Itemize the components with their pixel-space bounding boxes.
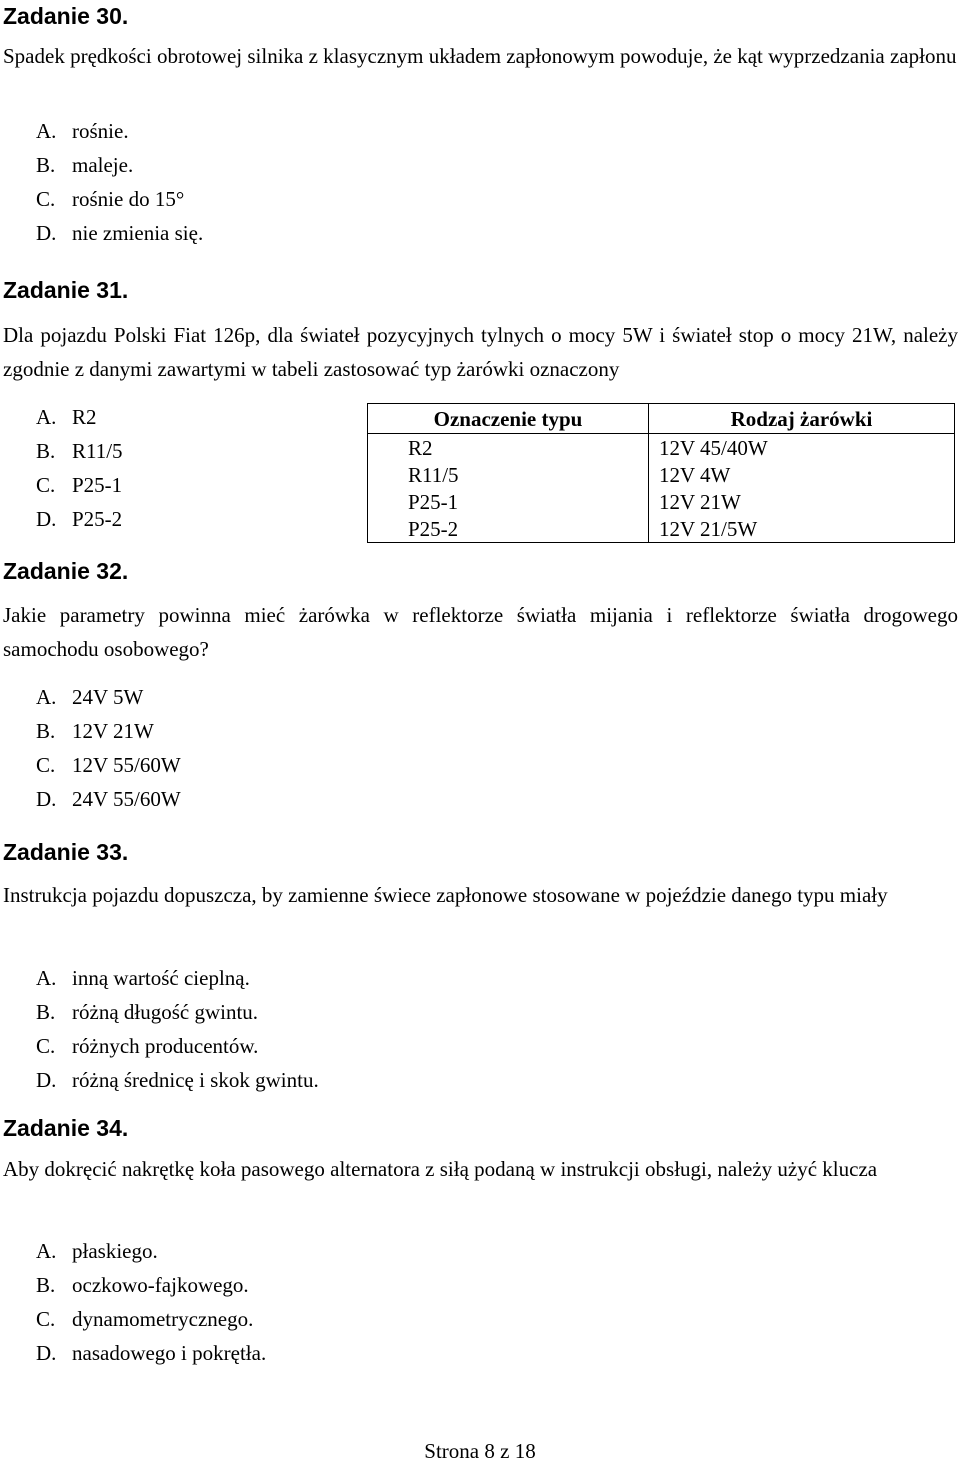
q32-option-d[interactable]: D. 24V 55/60W: [36, 787, 181, 811]
q33-question: Instrukcja pojazdu dopuszcza, by zamienne świece zapłonowe stosowane w pojeździe danego typu miały: [3, 883, 888, 907]
q32-question: Jakie parametry powinna mieć żarówka w reflektorze światła mijania i reflektorze światła drogowego samochodu osobowego?: [3, 603, 958, 661]
page-number: Strona 8 z 18: [424, 1439, 536, 1463]
q31-question: Dla pojazdu Polski Fiat 126p, dla świateł pozycyjnych tylnych o mocy 5W i świateł stop o mocy 21W, należy zgodnie z danymi zawartymi w tabeli zastosować typ żarówki oznaczony: [3, 323, 958, 381]
q32-option-c[interactable]: C. 12V 55/60W: [36, 753, 181, 777]
q30-option-b[interactable]: B. maleje.: [36, 153, 134, 177]
table-cell-type: P25-2: [368, 515, 649, 543]
q31-options: [36, 400, 123, 536]
q30-question: Spadek prędkości obrotowej silnika z klasycznym układem zapłonowym powoduje, że kąt wyprzedzania zapłonu: [3, 44, 957, 68]
q33-option-c[interactable]: C. różnych producentów.: [36, 1034, 259, 1058]
table-row: [368, 461, 955, 488]
table-cell-type: P25-1: [368, 488, 649, 515]
q34-option-b[interactable]: B. oczkowo-fajkowego.: [36, 1273, 249, 1297]
q33-options: [36, 961, 319, 1097]
q32-title: Zadanie 32.: [3, 558, 129, 584]
table-row: [368, 515, 955, 543]
table-row: [368, 488, 955, 515]
table-header-type: Oznaczenie typu: [368, 404, 649, 434]
q34-option-d[interactable]: D. nasadowego i pokrętła.: [36, 1341, 267, 1365]
q32-option-b[interactable]: B. 12V 21W: [36, 719, 154, 743]
table-cell-bulb: 12V 45/40W: [649, 434, 955, 462]
q34-option-a[interactable]: A. płaskiego.: [36, 1239, 158, 1263]
bulb-type-table: [367, 403, 955, 543]
q30-option-a[interactable]: A. rośnie.: [36, 119, 129, 143]
q30-title: Zadanie 30.: [3, 3, 129, 29]
q31-option-b[interactable]: B. R11/5: [36, 439, 123, 463]
q34-title: Zadanie 34.: [3, 1115, 129, 1141]
q33-option-b[interactable]: B. różną długość gwintu.: [36, 1000, 259, 1024]
table-row: [368, 434, 955, 462]
q31-option-d[interactable]: D. P25-2: [36, 507, 123, 531]
q30-option-c[interactable]: C. rośnie do 15°: [36, 187, 185, 211]
table-cell-bulb: 12V 4W: [649, 461, 955, 488]
table-cell-bulb: 12V 21W: [649, 488, 955, 515]
q30-option-d[interactable]: D. nie zmienia się.: [36, 221, 204, 245]
table-cell-type: R2: [368, 434, 649, 462]
q34-option-c[interactable]: C. dynamometrycznego.: [36, 1307, 254, 1331]
q34-question: Aby dokręcić nakrętkę koła pasowego alternatora z siłą podaną w instrukcji obsługi, należy użyć klucza: [3, 1157, 878, 1181]
table-cell-bulb: 12V 21/5W: [649, 515, 955, 543]
q33-title: Zadanie 33.: [3, 839, 129, 865]
table-header-row: [368, 404, 955, 434]
q31-option-c[interactable]: C. P25-1: [36, 473, 123, 497]
q33-option-d[interactable]: D. różną średnicę i skok gwintu.: [36, 1068, 319, 1092]
q30-options: [36, 114, 203, 250]
table-header-bulb: Rodzaj żarówki: [649, 404, 955, 434]
q31-title: Zadanie 31.: [3, 277, 129, 303]
q33-option-a[interactable]: A. inną wartość cieplną.: [36, 966, 250, 990]
q32-option-a[interactable]: A. 24V 5W: [36, 685, 144, 709]
table-cell-type: R11/5: [368, 461, 649, 488]
q32-options: [36, 680, 181, 816]
q31-option-a[interactable]: A. R2: [36, 405, 97, 429]
q34-options: [36, 1234, 266, 1370]
